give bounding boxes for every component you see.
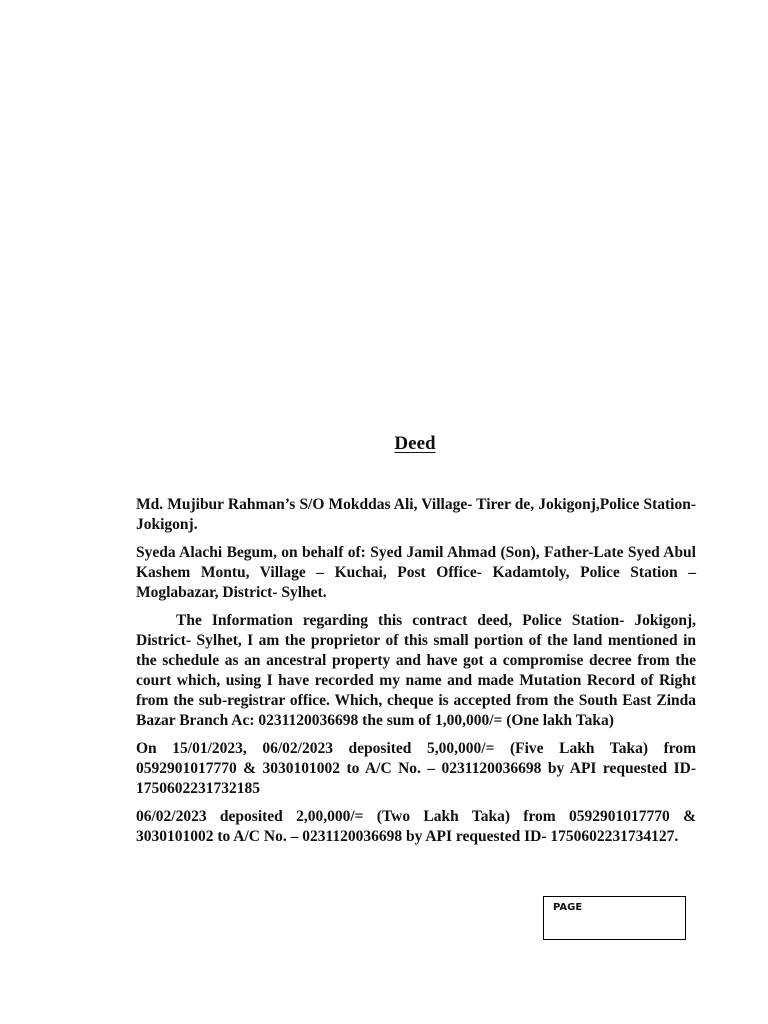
document-title: Deed bbox=[394, 433, 436, 454]
party-two-paragraph: Syeda Alachi Begum, on behalf of: Syed Jamil Ahmad (Son), Father-Late Syed Abul Kashem Montu, Village – Kuchai, Post Office- Kadamtoly, Police Station – Moglabazar, District- Sylhet. bbox=[136, 544, 696, 601]
document-body bbox=[136, 495, 696, 855]
page-number-box bbox=[543, 896, 686, 940]
page-label: PAGE bbox=[553, 902, 583, 913]
deposit-paragraph-one: On 15/01/2023, 06/02/2023 deposited 5,00,000/= (Five Lakh Taka) from 0592901017770 & 3030101002 to A/C No. – 0231120036698 by API requested ID- 1750602231732185 bbox=[136, 740, 696, 797]
information-paragraph: The Information regarding this contract deed, Police Station- Jokigonj, District- Sylhet, I am the proprietor of this small portion of the land mentioned in the schedule as an ancestral property and have got a compromise decree from the court which, using I have recorded my name and made Mutation Record of Right from the sub-registrar office. Which, cheque is accepted from the South East Zinda Bazar Branch Ac: 0231120036698 the sum of 1,00,000/= (One lakh Taka) bbox=[136, 612, 696, 729]
party-one-paragraph: Md. Mujibur Rahman’s S/O Mokddas Ali, Village- Tirer de, Jokigonj,Police Station- Jokigonj. bbox=[136, 496, 696, 533]
deposit-paragraph-two: 06/02/2023 deposited 2,00,000/= (Two Lakh Taka) from 0592901017770 & 3030101002 to A/C No. – 0231120036698 by API requested ID- 1750602231734127. bbox=[136, 808, 696, 845]
